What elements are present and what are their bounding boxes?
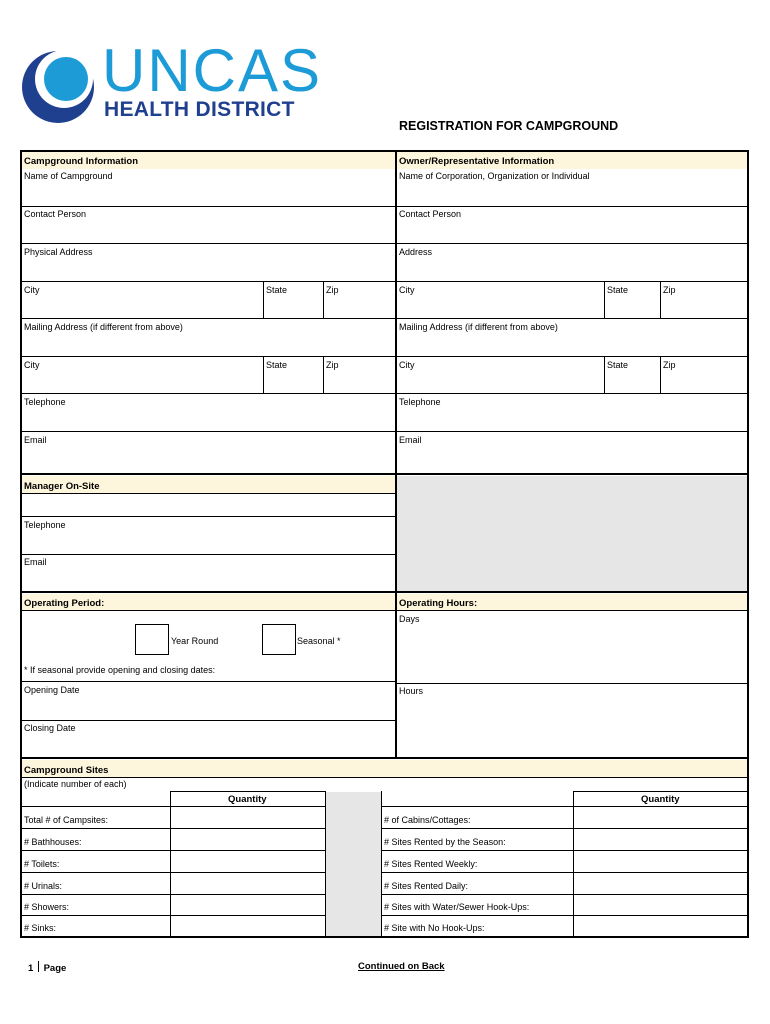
campground-zip2-field[interactable]: Zip [326, 360, 339, 370]
owner-section-title: Owner/Representative Information [399, 156, 555, 167]
campground-city2-field[interactable]: City [24, 360, 40, 370]
closing-date-field[interactable]: Closing Date [24, 723, 76, 733]
campground-city-field[interactable]: City [24, 285, 40, 295]
period-section-title: Operating Period: [24, 598, 105, 609]
manager-telephone-field[interactable]: Telephone [24, 520, 66, 530]
page-number-value: 1 [28, 963, 34, 974]
year-round-label: Year Round [171, 636, 219, 646]
sites-header-band [21, 760, 747, 777]
logo-mark-icon [20, 49, 98, 125]
hours-section-title: Operating Hours: [399, 598, 478, 609]
owner-zip-field[interactable]: Zip [663, 285, 676, 295]
left-quantity-header: Quantity [228, 794, 267, 805]
year-round-checkbox[interactable] [135, 624, 169, 655]
owner-city-field[interactable]: City [399, 285, 415, 295]
campground-mailing-field[interactable]: Mailing Address (if different from above) [24, 322, 183, 332]
hours-field[interactable]: Hours [399, 686, 424, 696]
owner-address-field[interactable]: Address [399, 247, 433, 257]
owner-telephone-field[interactable]: Telephone [399, 397, 441, 407]
site-row-left[interactable]: # Sinks: [24, 923, 57, 933]
site-row-right[interactable]: # Sites Rented Daily: [384, 881, 469, 891]
shaded-area [397, 476, 747, 591]
campground-zip-field[interactable]: Zip [326, 285, 339, 295]
page-title: REGISTRATION FOR CAMPGROUND [399, 119, 619, 133]
sites-section-title: Campground Sites [24, 765, 109, 776]
campground-contact-field[interactable]: Contact Person [24, 209, 87, 219]
campground-telephone-field[interactable]: Telephone [24, 397, 66, 407]
right-quantity-header: Quantity [641, 794, 680, 805]
campground-section-title: Campground Information [24, 156, 138, 167]
opening-date-field[interactable]: Opening Date [24, 685, 80, 695]
owner-state2-field[interactable]: State [607, 360, 629, 370]
owner-name-field[interactable]: Name of Corporation, Organization or Individual [399, 171, 590, 181]
logo [20, 37, 360, 124]
site-row-left[interactable]: # Bathhouses: [24, 837, 82, 847]
page-word: Page [43, 963, 67, 974]
site-row-right[interactable]: # Sites Rented Weekly: [384, 859, 478, 869]
site-row-left[interactable]: # Urinals: [24, 881, 63, 891]
site-row-left[interactable]: # Toilets: [24, 859, 60, 869]
site-row-right[interactable]: # Site with No Hook-Ups: [384, 923, 485, 933]
sites-gap-shade [326, 792, 381, 937]
campground-state-field[interactable]: State [266, 285, 288, 295]
owner-mailing-field[interactable]: Mailing Address (if different from above) [399, 322, 558, 332]
sites-subtitle: (Indicate number of each) [24, 779, 127, 789]
owner-state-field[interactable]: State [607, 285, 629, 295]
logo-name: UNCAS [102, 37, 323, 104]
manager-email-field[interactable]: Email [24, 557, 47, 567]
continued-on-back: Continued on Back [358, 961, 445, 972]
seasonal-label: Seasonal * [297, 636, 341, 646]
days-field[interactable]: Days [399, 614, 420, 624]
owner-contact-field[interactable]: Contact Person [399, 209, 462, 219]
campground-email-field[interactable]: Email [24, 435, 47, 445]
seasonal-note: * If seasonal provide opening and closing dates: [24, 665, 216, 675]
site-row-left[interactable]: # Showers: [24, 902, 70, 912]
site-row-right[interactable]: # of Cabins/Cottages: [384, 815, 471, 825]
campground-state2-field[interactable]: State [266, 360, 288, 370]
page-number [28, 961, 66, 974]
site-row-right[interactable]: # Sites Rented by the Season: [384, 837, 506, 847]
logo-sub: HEALTH DISTRICT [104, 98, 295, 121]
owner-zip2-field[interactable]: Zip [663, 360, 676, 370]
site-row-left[interactable]: Total # of Campsites: [24, 815, 109, 825]
owner-email-field[interactable]: Email [399, 435, 422, 445]
manager-section-title: Manager On-Site [24, 481, 100, 492]
campground-name-field[interactable]: Name of Campground [24, 171, 113, 181]
campground-address-field[interactable]: Physical Address [24, 247, 93, 257]
owner-city2-field[interactable]: City [399, 360, 415, 370]
site-row-right[interactable]: # Sites with Water/Sewer Hook-Ups: [384, 902, 530, 912]
seasonal-checkbox[interactable] [262, 624, 296, 655]
